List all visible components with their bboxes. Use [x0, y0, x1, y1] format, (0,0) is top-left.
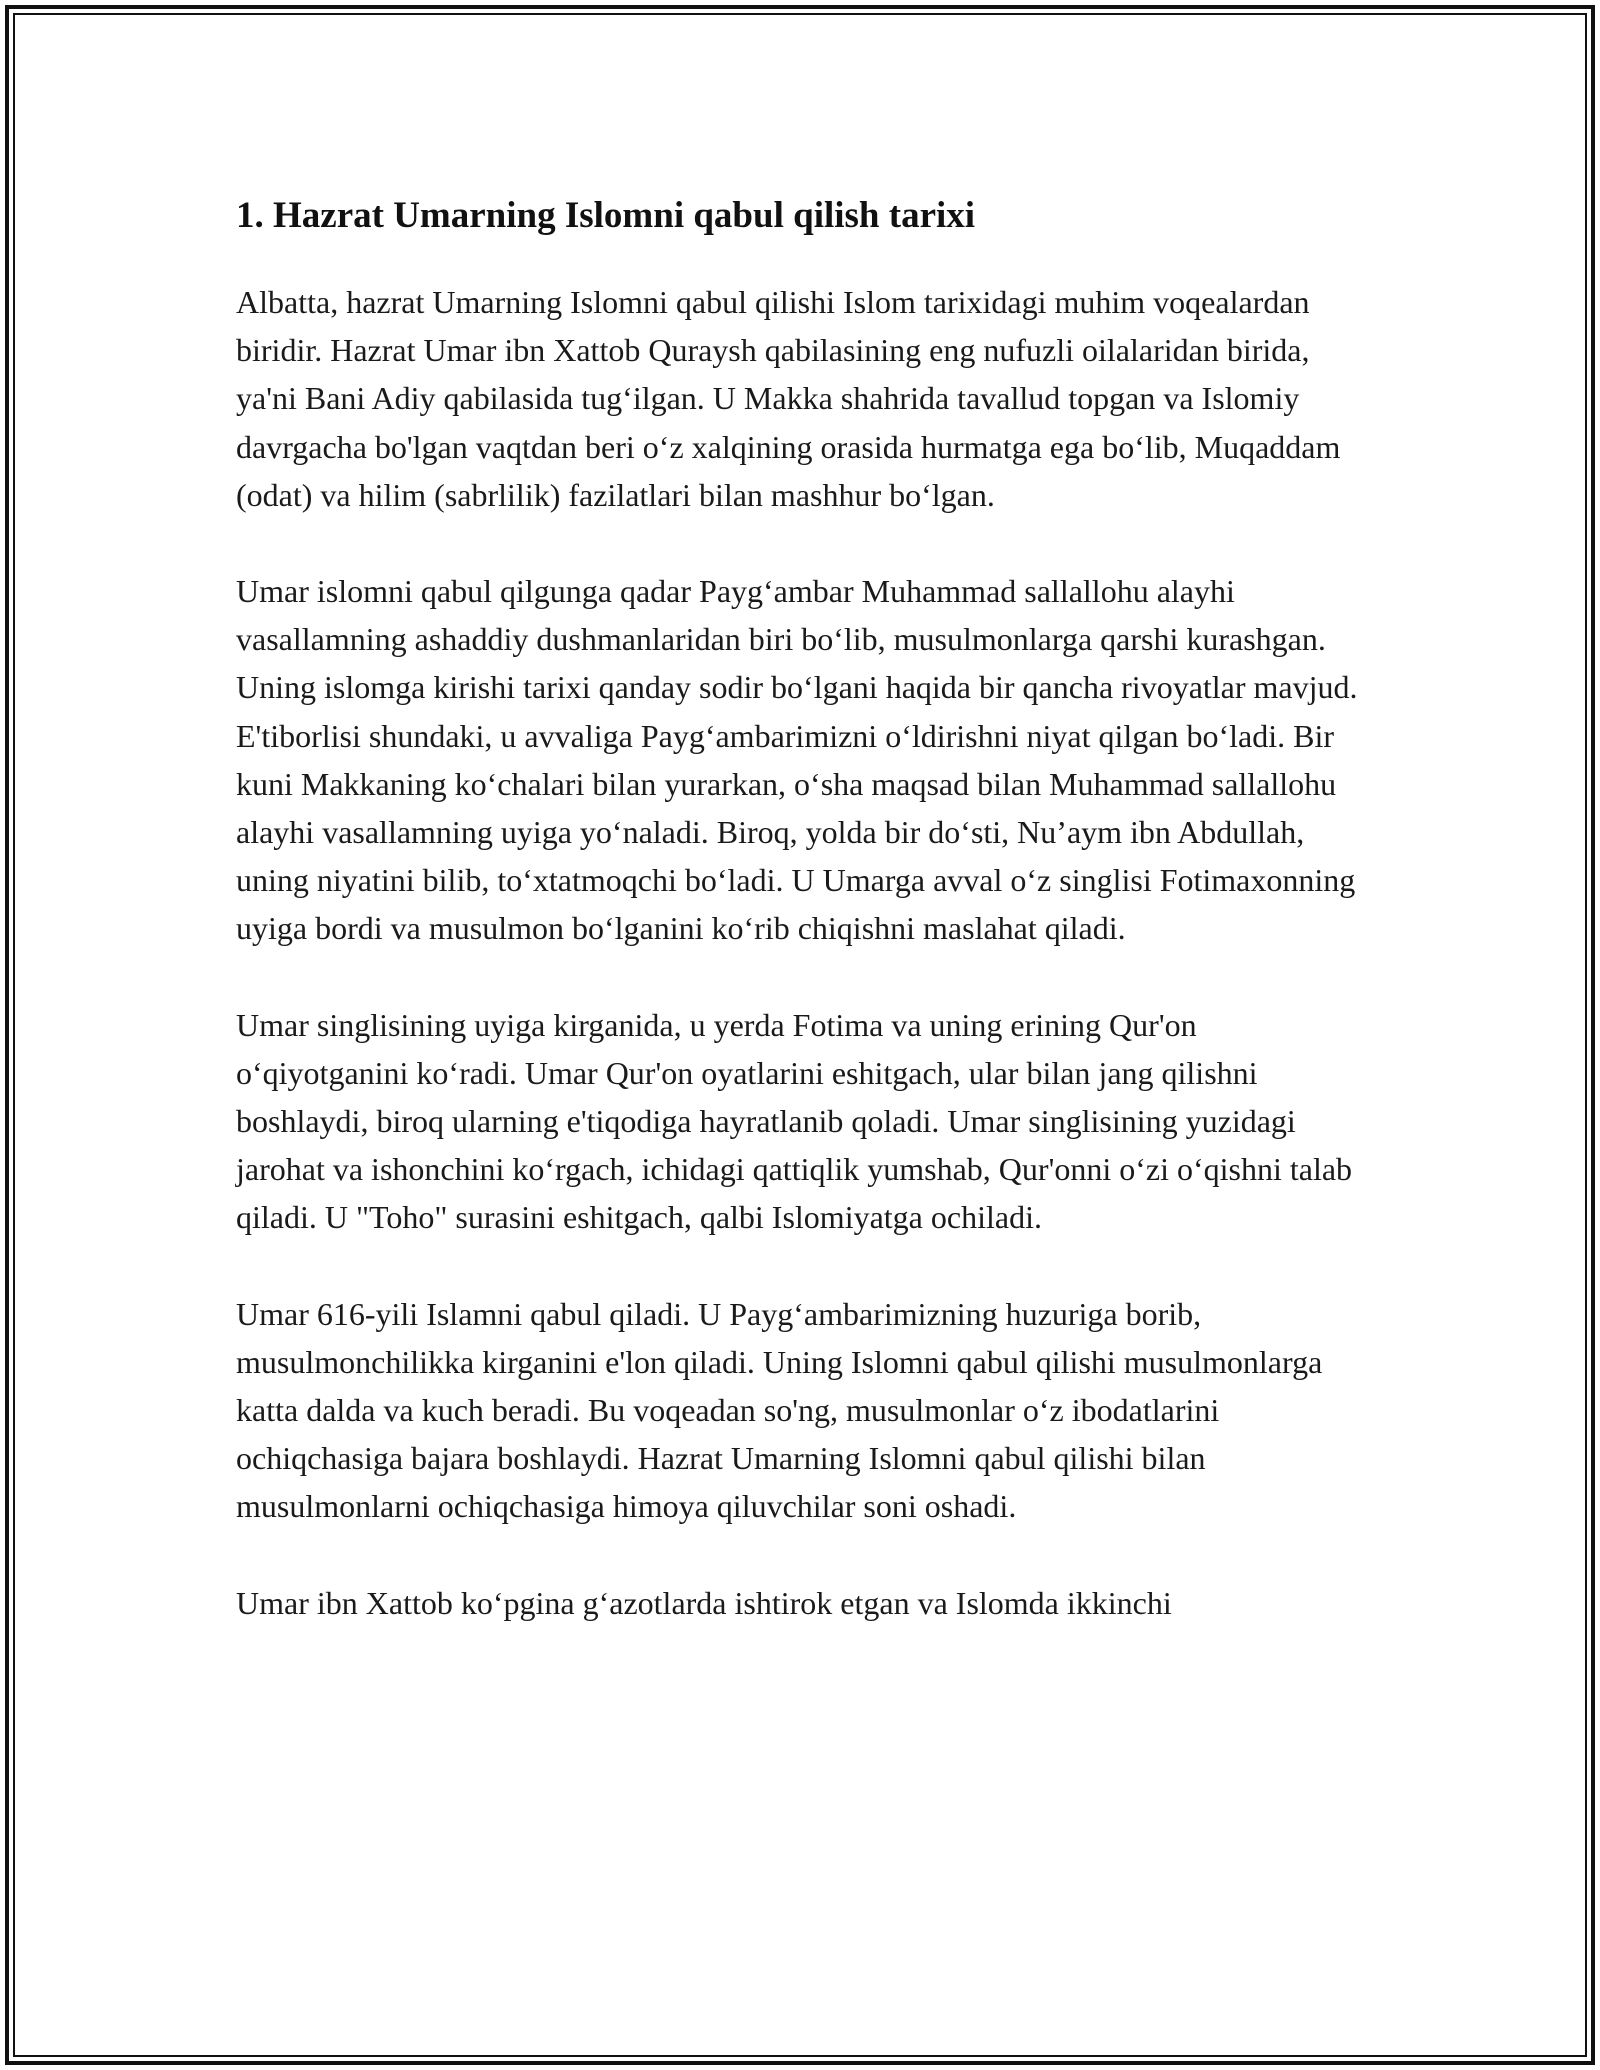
- paragraph-1: Albatta, hazrat Umarning Islomni qabul qilishi Islom tarixidagi muhim voqealardan biridir. Hazrat Umar ibn Xattob Quraysh qabilasining eng nufuzli oilalaridan birida, ya'ni Bani Adiy qabilasida tug‘ilgan. U Makka shahrida tavallud topgan va Islomiy davrgacha bo'lgan vaqtdan beri o‘z xalqining orasida hurmatga ega bo‘lib, Muqaddam (odat) va hilim (sabrlilik) fazilatlari bilan mashhur bo‘lgan.: [236, 284, 1341, 513]
- paragraph-3: Umar singlisining uyiga kirganida, u yerda Fotima va uning erining Qur'on o‘qiyotganini ko‘radi. Umar Qur'on oyatlarini eshitgach, ular bilan jang qilishni boshlaydi, biroq ularning e'tiqodiga hayratlanib qoladi. Umar singlisining yuzidagi jarohat va ishonchini ko‘rgach, ichidagi qattiqlik yumshab, Qur'onni o‘zi o‘qishni talab qiladi. U "Toho" surasini eshitgach, qalbi Islomiyatga ochiladi.: [236, 1006, 1353, 1236]
- paragraph-4: Umar 616-yili Islamni qabul qiladi. U Payg‘ambarimizning huzuriga borib, musulmonchilikka kirganini e'lon qiladi. Uning Islomni qabul qilishi musulmonlarga katta dalda va kuch beradi. Bu voqeadan so'ng, musulmonlar o‘z ibodatlarini ochiqchasiga bajara boshlaydi. Hazrat Umarning Islomni qabul qilishi bilan musulmonlarni ochiqchasiga himoya qiluvchilar soni oshadi.: [236, 1295, 1323, 1525]
- section-heading: 1. Hazrat Umarning Islomni qabul qilish tarixi: [236, 195, 976, 236]
- document-body: [236, 188, 1376, 1627]
- paragraph-2: Umar islomni qabul qilgunga qadar Payg‘ambar Muhammad sallallohu alayhi vasallamning ashaddiy dushmanlaridan biri bo‘lib, musulmonlarga qarshi kurashgan. Uning islomga kirishi tarixi qanday sodir bo‘lgani haqida bir qancha rivoyatlar mavjud. E'tiborlisi shundaki, u avvaliga Payg‘ambarimizni o‘ldirishni niyat qilgan bo‘ladi. Bir kuni Makkaning ko‘chalari bilan yurarkan, o‘sha maqsad bilan Muhammad sallallohu alayhi vasallamning uyiga yo‘naladi. Biroq, yolda bir do‘sti, Nu’aym ibn Abdullah, uning niyatini bilib, to‘xtatmoqchi bo‘ladi. U Umarga avval o‘z singlisi Fotimaxonning uyiga bordi va musulmon bo‘lganini ko‘rib chiqishni maslahat qiladi.: [236, 573, 1358, 947]
- paragraph-5: Umar ibn Xattob ko‘pgina g‘azotlarda ishtirok etgan va Islomda ikkinchi: [236, 1584, 1172, 1621]
